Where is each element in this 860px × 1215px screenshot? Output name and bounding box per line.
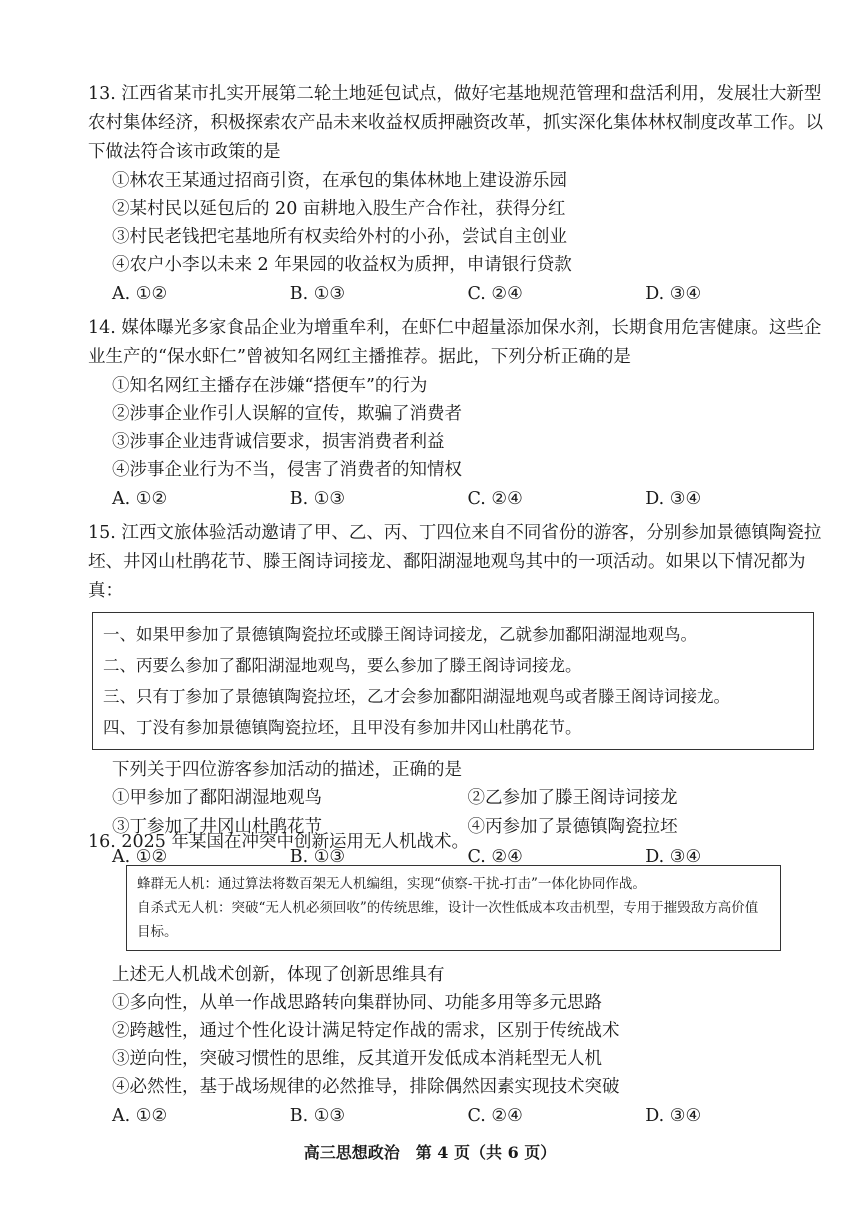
choice-d: D. ③④ (645, 1106, 702, 1126)
question-16-option-2: ②跨越性，通过个性化设计满足特定作战的需求，区别于传统战术 (112, 1021, 620, 1041)
question-16-choices (88, 1101, 823, 1131)
question-14-stem: 14. 媒体曝光多家食品企业为增重牟利，在虾仁中超量添加保水剂，长期食用危害健康。这些企业生产的“保水虾仁”曾被知名网红主播推荐。据此，下列分析正确的是 (88, 318, 822, 367)
choice-d: D. ③④ (645, 489, 702, 509)
question-13-option-2: ②某村民以延包后的 20 亩耕地入股生产合作社，获得分红 (112, 199, 566, 219)
question-15-prompt: 下列关于四位游客参加活动的描述，正确的是 (112, 760, 462, 780)
choice-b: B. ①③ (289, 1106, 346, 1126)
condition-3: 三、只有丁参加了景德镇陶瓷拉坯，乙才会参加鄱阳湖湿地观鸟或者滕王阁诗词接龙。 (103, 687, 730, 706)
question-15 (88, 519, 823, 872)
choice-b: B. ①③ (289, 847, 346, 867)
question-15-option-3: ③丁参加了井冈山杜鹃花节 (112, 817, 322, 837)
choice-d: D. ③④ (645, 284, 702, 304)
question-14-option-2: ②涉事企业作引人误解的宣传，欺骗了消费者 (112, 404, 462, 424)
material-2: 自杀式无人机：突破“无人机必须回收”的传统思维，设计一次性低成本攻击机型，专用于摧毁敌方高价值目标。 (137, 900, 759, 940)
question-14-choices (88, 484, 823, 514)
question-14 (88, 314, 823, 514)
question-16-material-box (126, 865, 781, 951)
question-15-option-4: ④丙参加了景德镇陶瓷拉坯 (467, 817, 678, 837)
question-13-choices (88, 279, 823, 309)
question-16-prompt: 上述无人机战术创新，体现了创新思维具有 (112, 965, 445, 985)
question-15-option-2: ②乙参加了滕王阁诗词接龙 (467, 788, 678, 808)
question-16-option-4: ④必然性，基于战场规律的必然推导，排除偶然因素实现技术突破 (112, 1077, 620, 1097)
question-14-option-3: ③涉事企业违背诚信要求，损害消费者利益 (112, 432, 445, 452)
condition-2: 二、丙要么参加了鄱阳湖湿地观鸟，要么参加了滕王阁诗词接龙。 (103, 656, 582, 675)
choice-a: A. ①② (112, 1106, 168, 1126)
choice-b: B. ①③ (289, 284, 346, 304)
choice-a: A. ①② (112, 847, 168, 867)
question-15-stem: 15. 江西文旅体验活动邀请了甲、乙、丙、丁四位来自不同省份的游客，分别参加景德镇陶瓷拉坯、井冈山杜鹃花节、滕王阁诗词接龙、鄱阳湖湿地观鸟其中的一项活动。如果以下情况都为真： (88, 523, 822, 601)
question-13-option-4: ④农户小李以未来 2 年果园的收益权为质押，申请银行贷款 (112, 255, 572, 275)
question-15-conditions-box (92, 612, 814, 750)
question-15-option-1: ①甲参加了鄱阳湖湿地观鸟 (112, 788, 322, 808)
question-16 (88, 828, 823, 1131)
question-16-stem: 16. 2025 年某国在冲突中创新运用无人机战术。 (88, 832, 469, 852)
choice-a: A. ①② (112, 489, 168, 509)
condition-4: 四、丁没有参加景德镇陶瓷拉坯，且甲没有参加井冈山杜鹃花节。 (103, 718, 582, 737)
question-13-option-3: ③村民老钱把宅基地所有权卖给外村的小孙，尝试自主创业 (112, 227, 567, 247)
question-13-option-1: ①林农王某通过招商引资，在承包的集体林地上建设游乐园 (112, 171, 567, 191)
choice-c: C. ②④ (467, 284, 523, 304)
choice-b: B. ①③ (289, 489, 346, 509)
choice-c: C. ②④ (467, 489, 523, 509)
question-14-option-1: ①知名网红主播存在涉嫌“搭便车”的行为 (112, 376, 428, 396)
choice-d: D. ③④ (645, 847, 702, 867)
question-14-option-4: ④涉事企业行为不当，侵害了消费者的知情权 (112, 460, 462, 480)
condition-1: 一、如果甲参加了景德镇陶瓷拉坯或滕王阁诗词接龙，乙就参加鄱阳湖湿地观鸟。 (103, 625, 697, 644)
material-1: 蜂群无人机：通过算法将数百架无人机编组，实现“侦察-干扰-打击”一体化协同作战。 (137, 876, 646, 892)
question-16-option-1: ①多向性，从单一作战思路转向集群协同、功能多用等多元思路 (112, 993, 602, 1013)
page-footer: 高三思想政治 第 4 页（共 6 页） (303, 1143, 557, 1162)
question-16-option-3: ③逆向性，突破习惯性的思维，反其道开发低成本消耗型无人机 (112, 1049, 602, 1069)
question-13 (88, 80, 823, 309)
choice-c: C. ②④ (467, 1106, 523, 1126)
question-13-stem: 13. 江西省某市扎实开展第二轮土地延包试点，做好宅基地规范管理和盘活利用，发展壮大新型农村集体经济，积极探索农产品未来收益权质押融资改革，抓实深化集体林权制度改革工作。以下做法符合该市政策的是 (88, 84, 823, 162)
choice-c: C. ②④ (467, 847, 523, 867)
question-15-options-row-1 (88, 784, 823, 813)
choice-a: A. ①② (112, 284, 168, 304)
